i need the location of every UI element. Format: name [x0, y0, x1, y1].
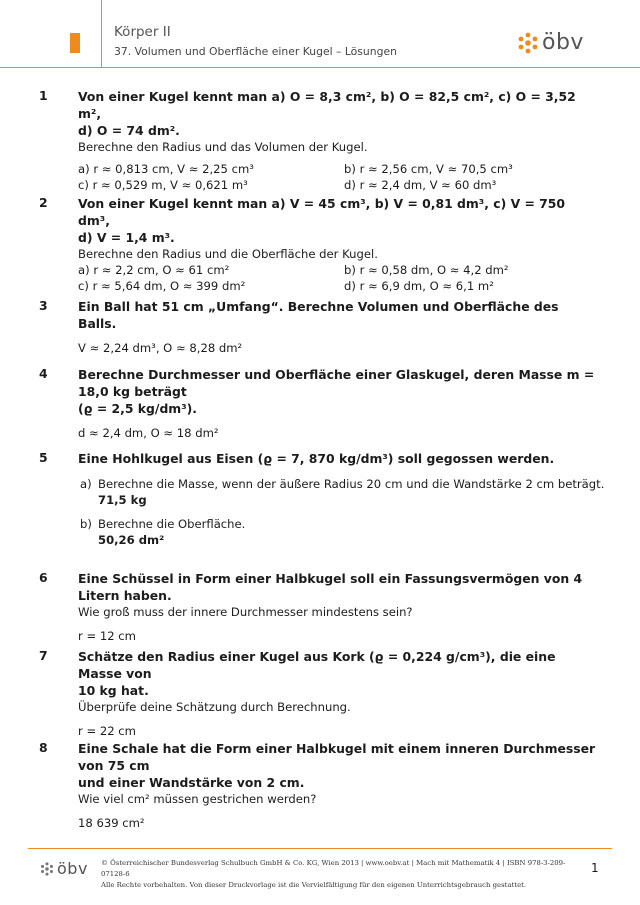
task-question	[78, 88, 598, 139]
subpart-text: Berechne die Masse, wenn der äußere Radius 20 cm und die Wandstärke 2 cm beträgt.	[98, 477, 605, 491]
page-subtitle: 37. Volumen und Oberfläche einer Kugel – Lösungen	[114, 45, 397, 58]
task-instruction: Wie viel cm² müssen gestrichen werden?	[78, 792, 317, 806]
task-number: 6	[39, 570, 48, 585]
question-line: und einer Wandstärke von 2 cm.	[78, 775, 305, 790]
task-question	[78, 648, 598, 699]
header-accent-bar	[70, 33, 80, 53]
task-number: 3	[39, 298, 48, 313]
answer-grid	[78, 161, 598, 193]
header-divider-horizontal	[0, 67, 640, 68]
task-question: Ein Ball hat 51 cm „Umfang“. Berechne Volumen und Oberfläche des Balls.	[78, 299, 559, 331]
answer-grid	[78, 262, 598, 294]
page-number: 1	[591, 861, 599, 875]
subpart-answer: 71,5 kg	[98, 493, 147, 507]
rights-line: Alle Rechte vorbehalten. Von dieser Druckvorlage ist die Vervielfältigung für den eigenen Unterrichtsgebrauch gestattet.	[101, 881, 527, 889]
header-divider-vertical	[101, 0, 102, 67]
task-instruction: Wie groß muss der innere Durchmesser mindestens sein?	[78, 605, 413, 619]
task-answer: V ≈ 2,24 dm³, O ≈ 8,28 dm²	[78, 341, 243, 355]
task-instruction: Berechne den Radius und die Oberfläche der Kugel.	[78, 247, 378, 261]
task-instruction: Überprüfe deine Schätzung durch Berechnung.	[78, 700, 351, 714]
answer-b: b) r ≈ 2,56 cm, V ≈ 70,5 cm³	[344, 162, 513, 176]
footer-divider	[28, 848, 612, 849]
logo-text: öbv	[542, 30, 584, 55]
publisher-logo	[517, 32, 584, 54]
answer-d: d) r ≈ 6,9 dm, O ≈ 6,1 m²	[344, 279, 494, 293]
task-number: 8	[39, 740, 48, 755]
task-number: 2	[39, 195, 48, 210]
asterisk-logo-icon	[40, 862, 54, 876]
question-line: Eine Schale hat die Form einer Halbkugel mit einem inneren Durchmesser von 75 cm	[78, 741, 596, 773]
task-answer: r = 12 cm	[78, 629, 136, 643]
question-line: Von einer Kugel kennt man a) V = 45 cm³, b) V = 0,81 dm³, c) V = 750 dm³,	[78, 196, 566, 228]
task-number: 1	[39, 88, 48, 103]
subpart-answer: 50,26 dm²	[98, 533, 165, 547]
answer-c: c) r ≈ 5,64 dm, O ≈ 399 dm²	[78, 279, 246, 293]
subpart-text: Berechne die Oberfläche.	[98, 517, 246, 531]
task-instruction: Berechne den Radius und das Volumen der Kugel.	[78, 140, 368, 154]
task-number: 4	[39, 366, 48, 381]
footer-logo-text: öbv	[57, 859, 88, 878]
task-question: Eine Schüssel in Form einer Halbkugel soll ein Fassungsvermögen von 4 Litern haben.	[78, 571, 583, 603]
subpart-b	[78, 516, 598, 552]
question-line: (ϱ = 2,5 kg/dm³).	[78, 401, 198, 416]
task-question	[78, 740, 598, 791]
task-answer: d ≈ 2,4 dm, O ≈ 18 dm²	[78, 426, 219, 440]
question-line: 10 kg hat.	[78, 683, 149, 698]
asterisk-logo-icon	[517, 32, 539, 54]
question-line: Berechne Durchmesser und Oberfläche einer Glaskugel, deren Masse m = 18,0 kg beträgt	[78, 367, 595, 399]
answer-a: a) r ≈ 2,2 cm, O ≈ 61 cm²	[78, 263, 230, 277]
subpart-label: a)	[80, 477, 92, 491]
task-answer: 18 639 cm²	[78, 816, 145, 830]
subpart-a	[78, 476, 605, 516]
page-title: Körper II	[114, 24, 171, 40]
task-number: 7	[39, 648, 48, 663]
task-answer: r = 22 cm	[78, 724, 136, 738]
answer-d: d) r ≈ 2,4 dm, V ≈ 60 dm³	[344, 178, 497, 192]
task-question	[78, 366, 598, 417]
footer-logo	[40, 861, 88, 877]
task-question: Eine Hohlkugel aus Eisen (ϱ = 7, 870 kg/dm³) soll gegossen werden.	[78, 451, 555, 466]
footer-copyright	[101, 858, 571, 891]
answer-a: a) r ≈ 0,813 cm, V ≈ 2,25 cm³	[78, 162, 254, 176]
question-line: Schätze den Radius einer Kugel aus Kork (ϱ = 0,224 g/cm³), die eine Masse von	[78, 649, 556, 681]
answer-c: c) r ≈ 0,529 m, V ≈ 0,621 m³	[78, 178, 248, 192]
task-number: 5	[39, 450, 48, 465]
question-line: d) V = 1,4 m³.	[78, 230, 175, 245]
task-question	[78, 195, 598, 246]
question-line: Von einer Kugel kennt man a) O = 8,3 cm², b) O = 82,5 cm², c) O = 3,52 m²,	[78, 89, 576, 121]
question-line: d) O = 74 dm².	[78, 123, 180, 138]
subpart-label: b)	[80, 517, 92, 531]
answer-b: b) r ≈ 0,58 dm, O ≈ 4,2 dm²	[344, 263, 509, 277]
copyright-line: © Österreichischer Bundesverlag Schulbuch GmbH & Co. KG, Wien 2013 | www.oebv.at | Mach mit Mathematik 4 | ISBN 978-3-209-07128-6	[101, 859, 566, 878]
